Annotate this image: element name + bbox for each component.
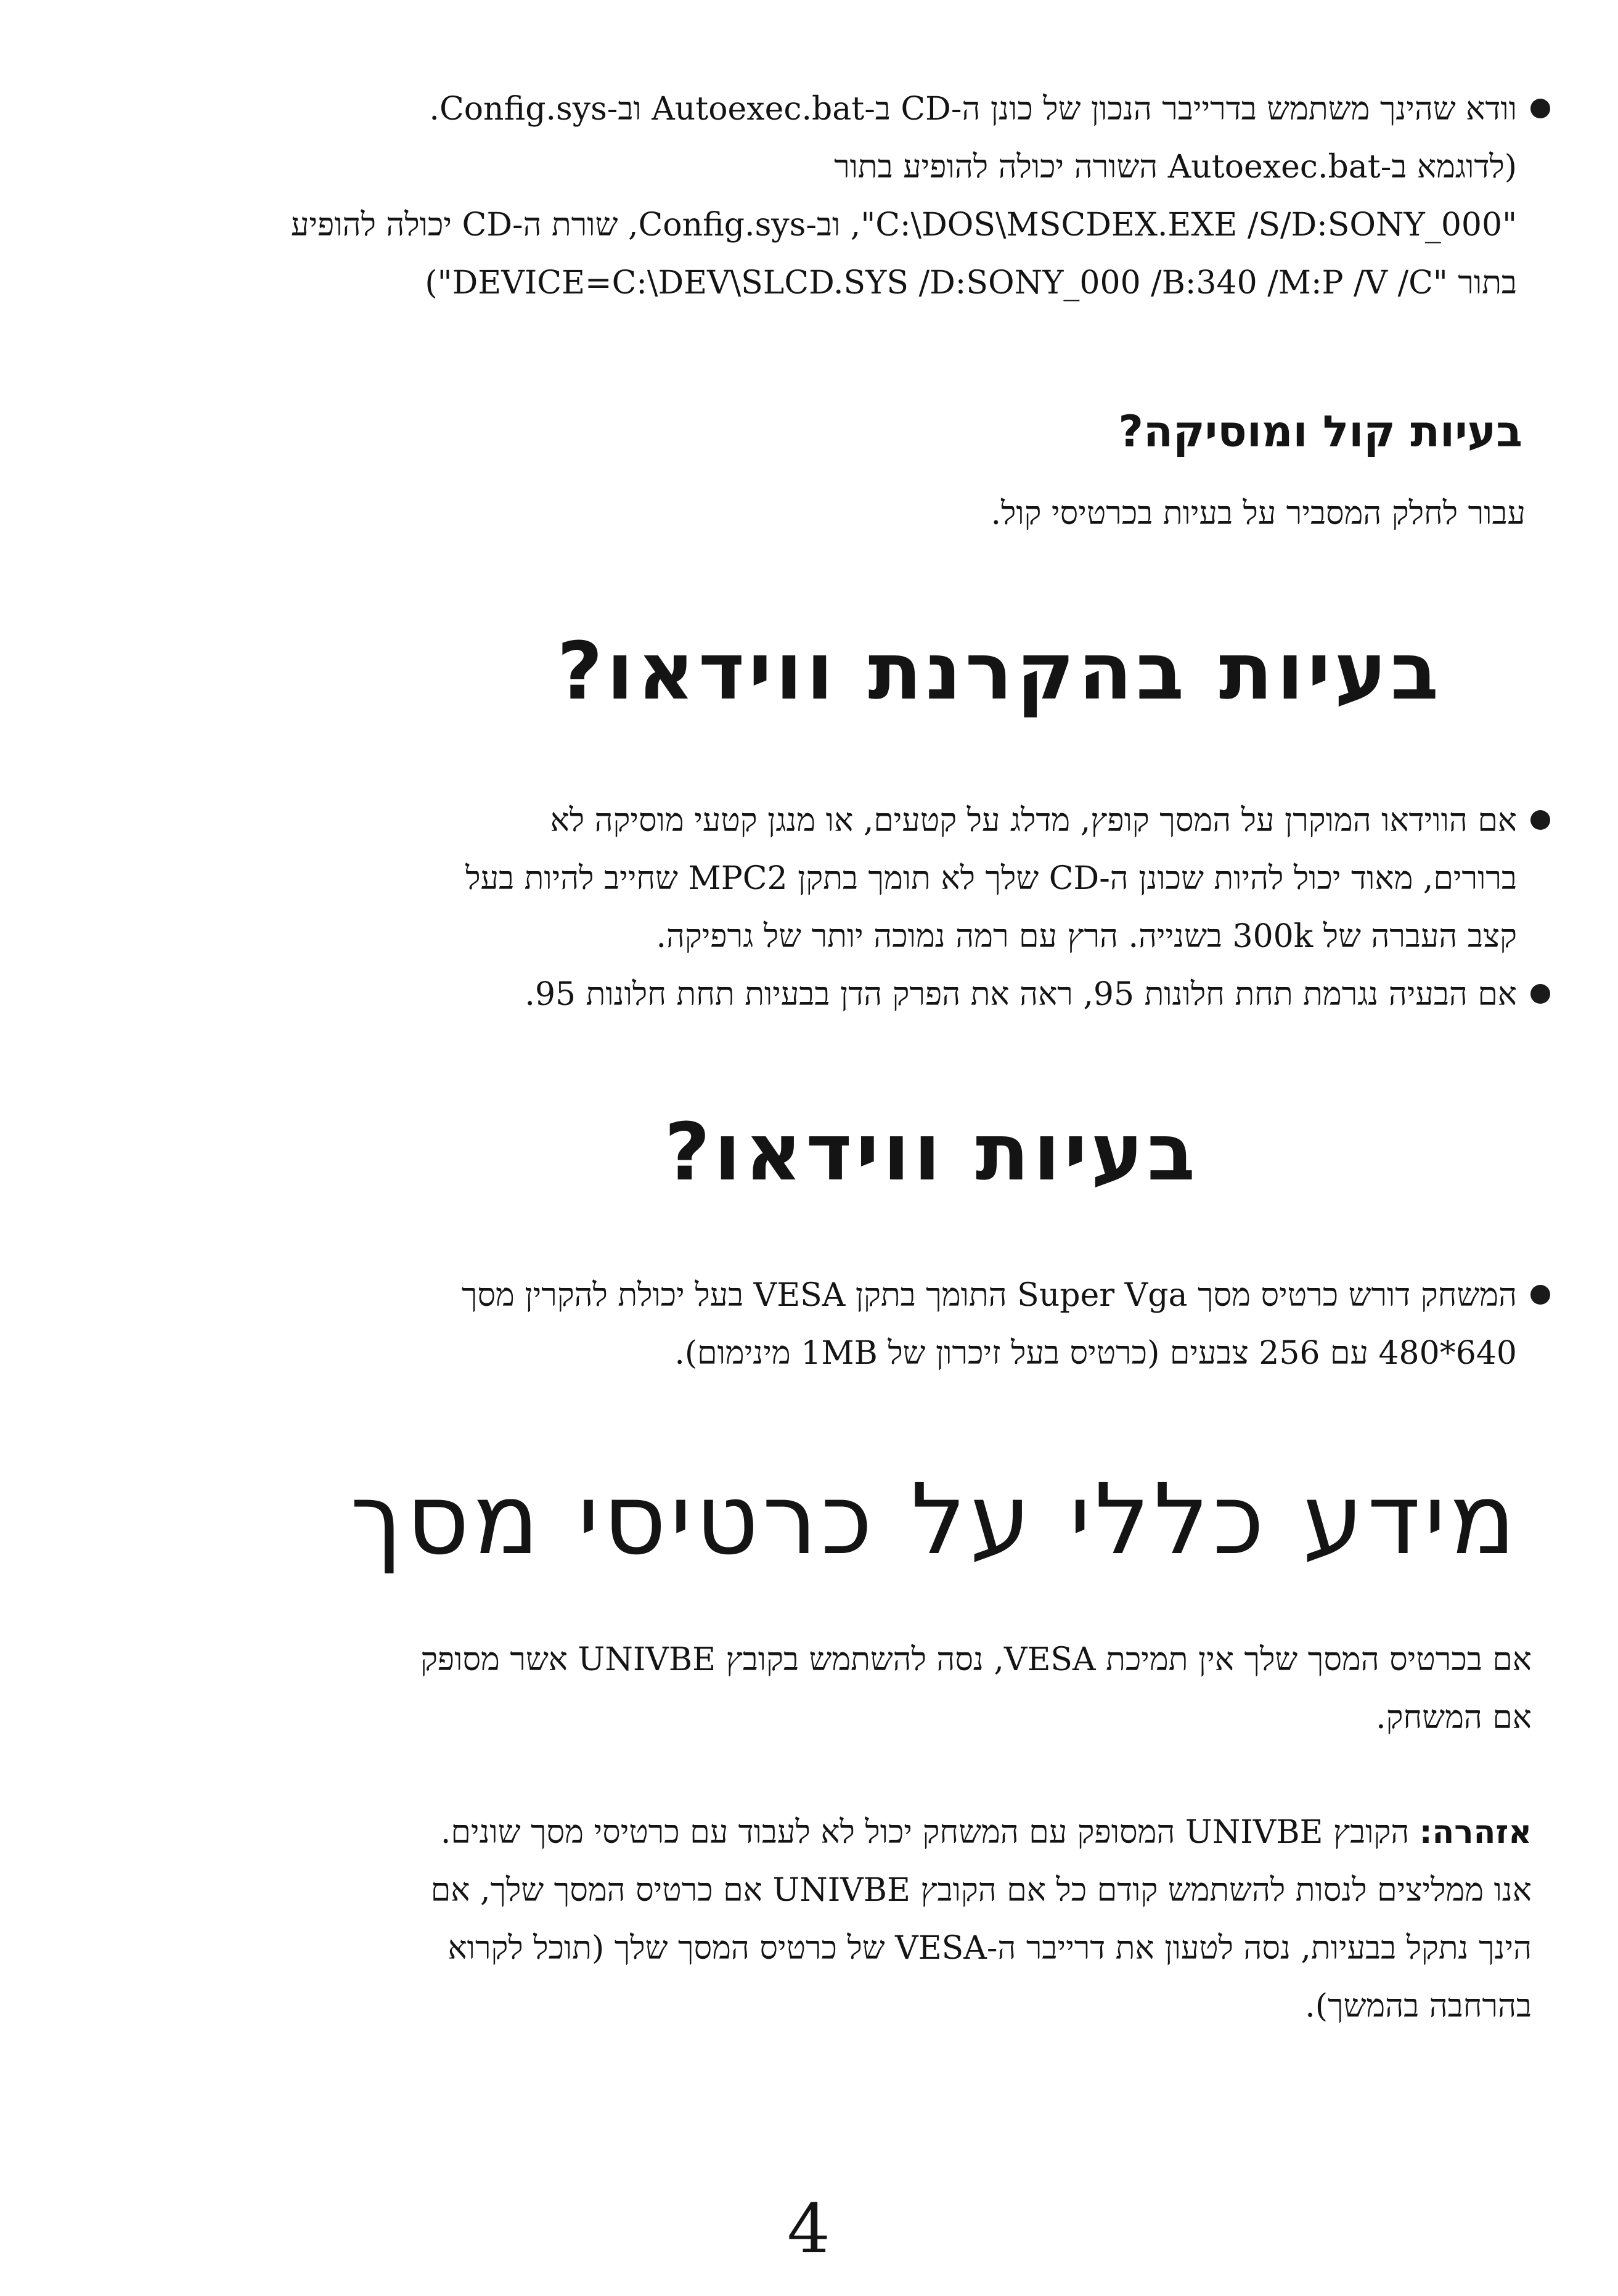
sound-text: עבור לחלק המסביר על בעיות בכרטיסי קול. xyxy=(991,495,1526,532)
list-item xyxy=(465,966,1550,1023)
cd-driver-line: (לדוגמא ב-Autoexec.bat השורה יכולה להופיע בתור xyxy=(834,149,1517,186)
bullet-icon xyxy=(1530,810,1550,830)
list-item xyxy=(462,1266,1550,1382)
warning-line: אנו ממליצים לנסות להשתמש קודם כל אם הקובץ UNIVBE אם כרטיס המסך שלך, אם xyxy=(430,1872,1532,1909)
warning-paragraph xyxy=(431,1803,1532,2035)
bullet-icon xyxy=(1530,984,1550,1004)
list-item xyxy=(465,792,1550,966)
bullet-icon xyxy=(1530,99,1550,118)
cd-driver-line: בתור "DEVICE=C:\DEV\SLCD.SYS /D:SONY_000 /B:340 /M:P /V /C") xyxy=(425,264,1517,301)
video-playback-bullet-list xyxy=(465,792,1550,1023)
warning-line: בהרחבה בהמשך). xyxy=(1305,1988,1532,2025)
univbe-line: אם בכרטיס המסך שלך אין תמיכת VESA, נסה להשתמש בקובץ UNIVBE אשר מסופק xyxy=(420,1641,1532,1678)
univbe-line: אם המשחק. xyxy=(1376,1699,1532,1736)
video-heading: בעיות ווידאו? xyxy=(664,1107,1199,1199)
cd-driver-line: וודא שהינך משתמש בדרייבר הנכון של כונן ה-CD ב-Autoexec.bat וב-Config.sys. xyxy=(429,91,1517,128)
windows95-line: אם הבעיה נגרמת תחת חלונות 95, ראה את הפרק הדן בבעיות תחת חלונות 95. xyxy=(525,976,1517,1013)
warning-text: הקובץ UNIVBE המסופק עם המשחק יכול לא לעבוד עם כרטיסי מסך שונים. xyxy=(440,1814,1420,1851)
video-bullet-list xyxy=(462,1266,1550,1382)
video-playback-line: ברורים, מאוד יכול להיות שכונן ה-CD שלך לא תומך בתקן MPC2 שחייב להיות בעל xyxy=(465,860,1517,897)
sound-heading: בעיות קול ומוסיקה? xyxy=(1118,406,1522,457)
video-requirement-line: 640*480 עם 256 צבעים (כרטיס בעל זיכרון של 1MB מינימום). xyxy=(674,1335,1517,1372)
list-item xyxy=(291,80,1550,312)
cd-driver-bullet-list xyxy=(291,80,1550,312)
warning-line: הינך נתקל בבעיות, נסה לטעון את דרייבר ה-VESA של כרטיס המסך שלך (תוכל לקרוא xyxy=(447,1930,1532,1967)
univbe-paragraph xyxy=(420,1631,1532,1747)
video-playback-line: קצב העברה של 300k בשנייה. הרץ עם רמה נמוכה יותר של גרפיקה. xyxy=(656,918,1517,955)
video-playback-heading: בעיות בהקרנת ווידאו? xyxy=(557,626,1442,718)
page-number: 4 xyxy=(787,2189,830,2268)
cd-driver-line: "C:\DOS\MSCDEX.EXE /S/D:SONY_000", וב-Config.sys, שורת ה-CD יכולה להופיע xyxy=(291,207,1517,244)
display-cards-heading: מידע כללי על כרטיסי מסך xyxy=(350,1463,1519,1576)
video-playback-line: אם הווידאו המוקרן על המסך קופץ, מדלג על קטעים, או מנגן קטעי מוסיקה לא xyxy=(550,802,1517,839)
warning-first-line xyxy=(431,1803,1532,1861)
bullet-icon xyxy=(1530,1285,1550,1305)
warning-label: אזהרה: xyxy=(1419,1814,1532,1851)
video-requirement-line: המשחק דורש כרטיס מסך Super Vga התומך בתקן VESA בעל יכולת להקרין מסך xyxy=(461,1277,1517,1314)
